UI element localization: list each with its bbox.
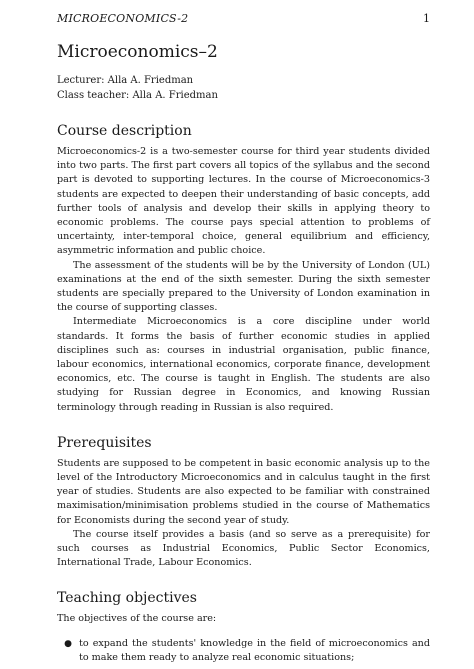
paragraph: Intermediate Microeconomics is a core discipline under world standards. It forms the basis of further economic studies in applied disciplines such as: courses in industrial organisation, public finance, labour economics, international economics, corporate finance, development economics, etc. The course is taught in English. The students are also studying for Russian degree in Economics, and knowing Russian terminology through reading in Russian is also required. bbox=[57, 316, 430, 413]
running-title: MICROECONOMICS-2 bbox=[57, 12, 189, 25]
section-body-prerequisites bbox=[57, 457, 430, 571]
paragraph: Microeconomics-2 is a two-semester course for third year students divided into two parts. The first part covers all topics of the syllabus and the second part is devoted to supporting lectures. In the course of Microeconomics-3 students are expected to deepen their understanding of basic concepts, add further tools of analysis and develop their skills in applying theory to economic problems. The course pays special attention to problems of uncertainty, inter-temporal choice, general equilibrium and efficiency, asymmetric information and public choice. bbox=[57, 146, 430, 257]
bullet-icon: ● bbox=[64, 638, 72, 649]
section-body-course-description bbox=[57, 145, 430, 415]
list-item bbox=[57, 637, 430, 665]
paragraph: Students are supposed to be competent in basic economic analysis up to the level of the Introductory Microeconomics and in calculus taught in the first year of studies. Students are also expected to be familiar with constrained maximisation/minimisation problems studied in the course of Mathematics for Economists during the second year of study. bbox=[57, 457, 430, 526]
list-item-text: to expand the students' knowledge in the field of microeconomics and to make them ready to analyze real economic situations; bbox=[79, 637, 430, 663]
section-heading-teaching-objectives: Teaching objectives bbox=[57, 590, 197, 607]
lecturer-line: Lecturer: Alla A. Friedman bbox=[57, 75, 194, 86]
course-staff bbox=[57, 73, 430, 103]
section-heading-course-description: Course description bbox=[57, 123, 192, 139]
document-title: Microeconomics–2 bbox=[57, 42, 218, 62]
running-header bbox=[57, 12, 430, 26]
document-page bbox=[57, 12, 430, 665]
section-body-teaching-objectives bbox=[57, 612, 430, 626]
paragraph: The course itself provides a basis (and so serve as a prerequisite) for such courses as Industrial Economics, Public Sector Economics, International Trade, Labour Economics. bbox=[57, 528, 430, 569]
section-heading-prerequisites: Prerequisites bbox=[57, 434, 152, 451]
class-teacher-line: Class teacher: Alla A. Friedman bbox=[57, 90, 218, 101]
objectives-list bbox=[57, 637, 430, 665]
page-number: 1 bbox=[423, 12, 430, 25]
paragraph: The assessment of the students will be by the University of London (UL) examinations at the end of the sixth semester. During the sixth semester students are specially prepared to the University of London examination in the course of supporting classes. bbox=[57, 259, 430, 314]
objectives-intro: The objectives of the course are: bbox=[57, 613, 217, 625]
